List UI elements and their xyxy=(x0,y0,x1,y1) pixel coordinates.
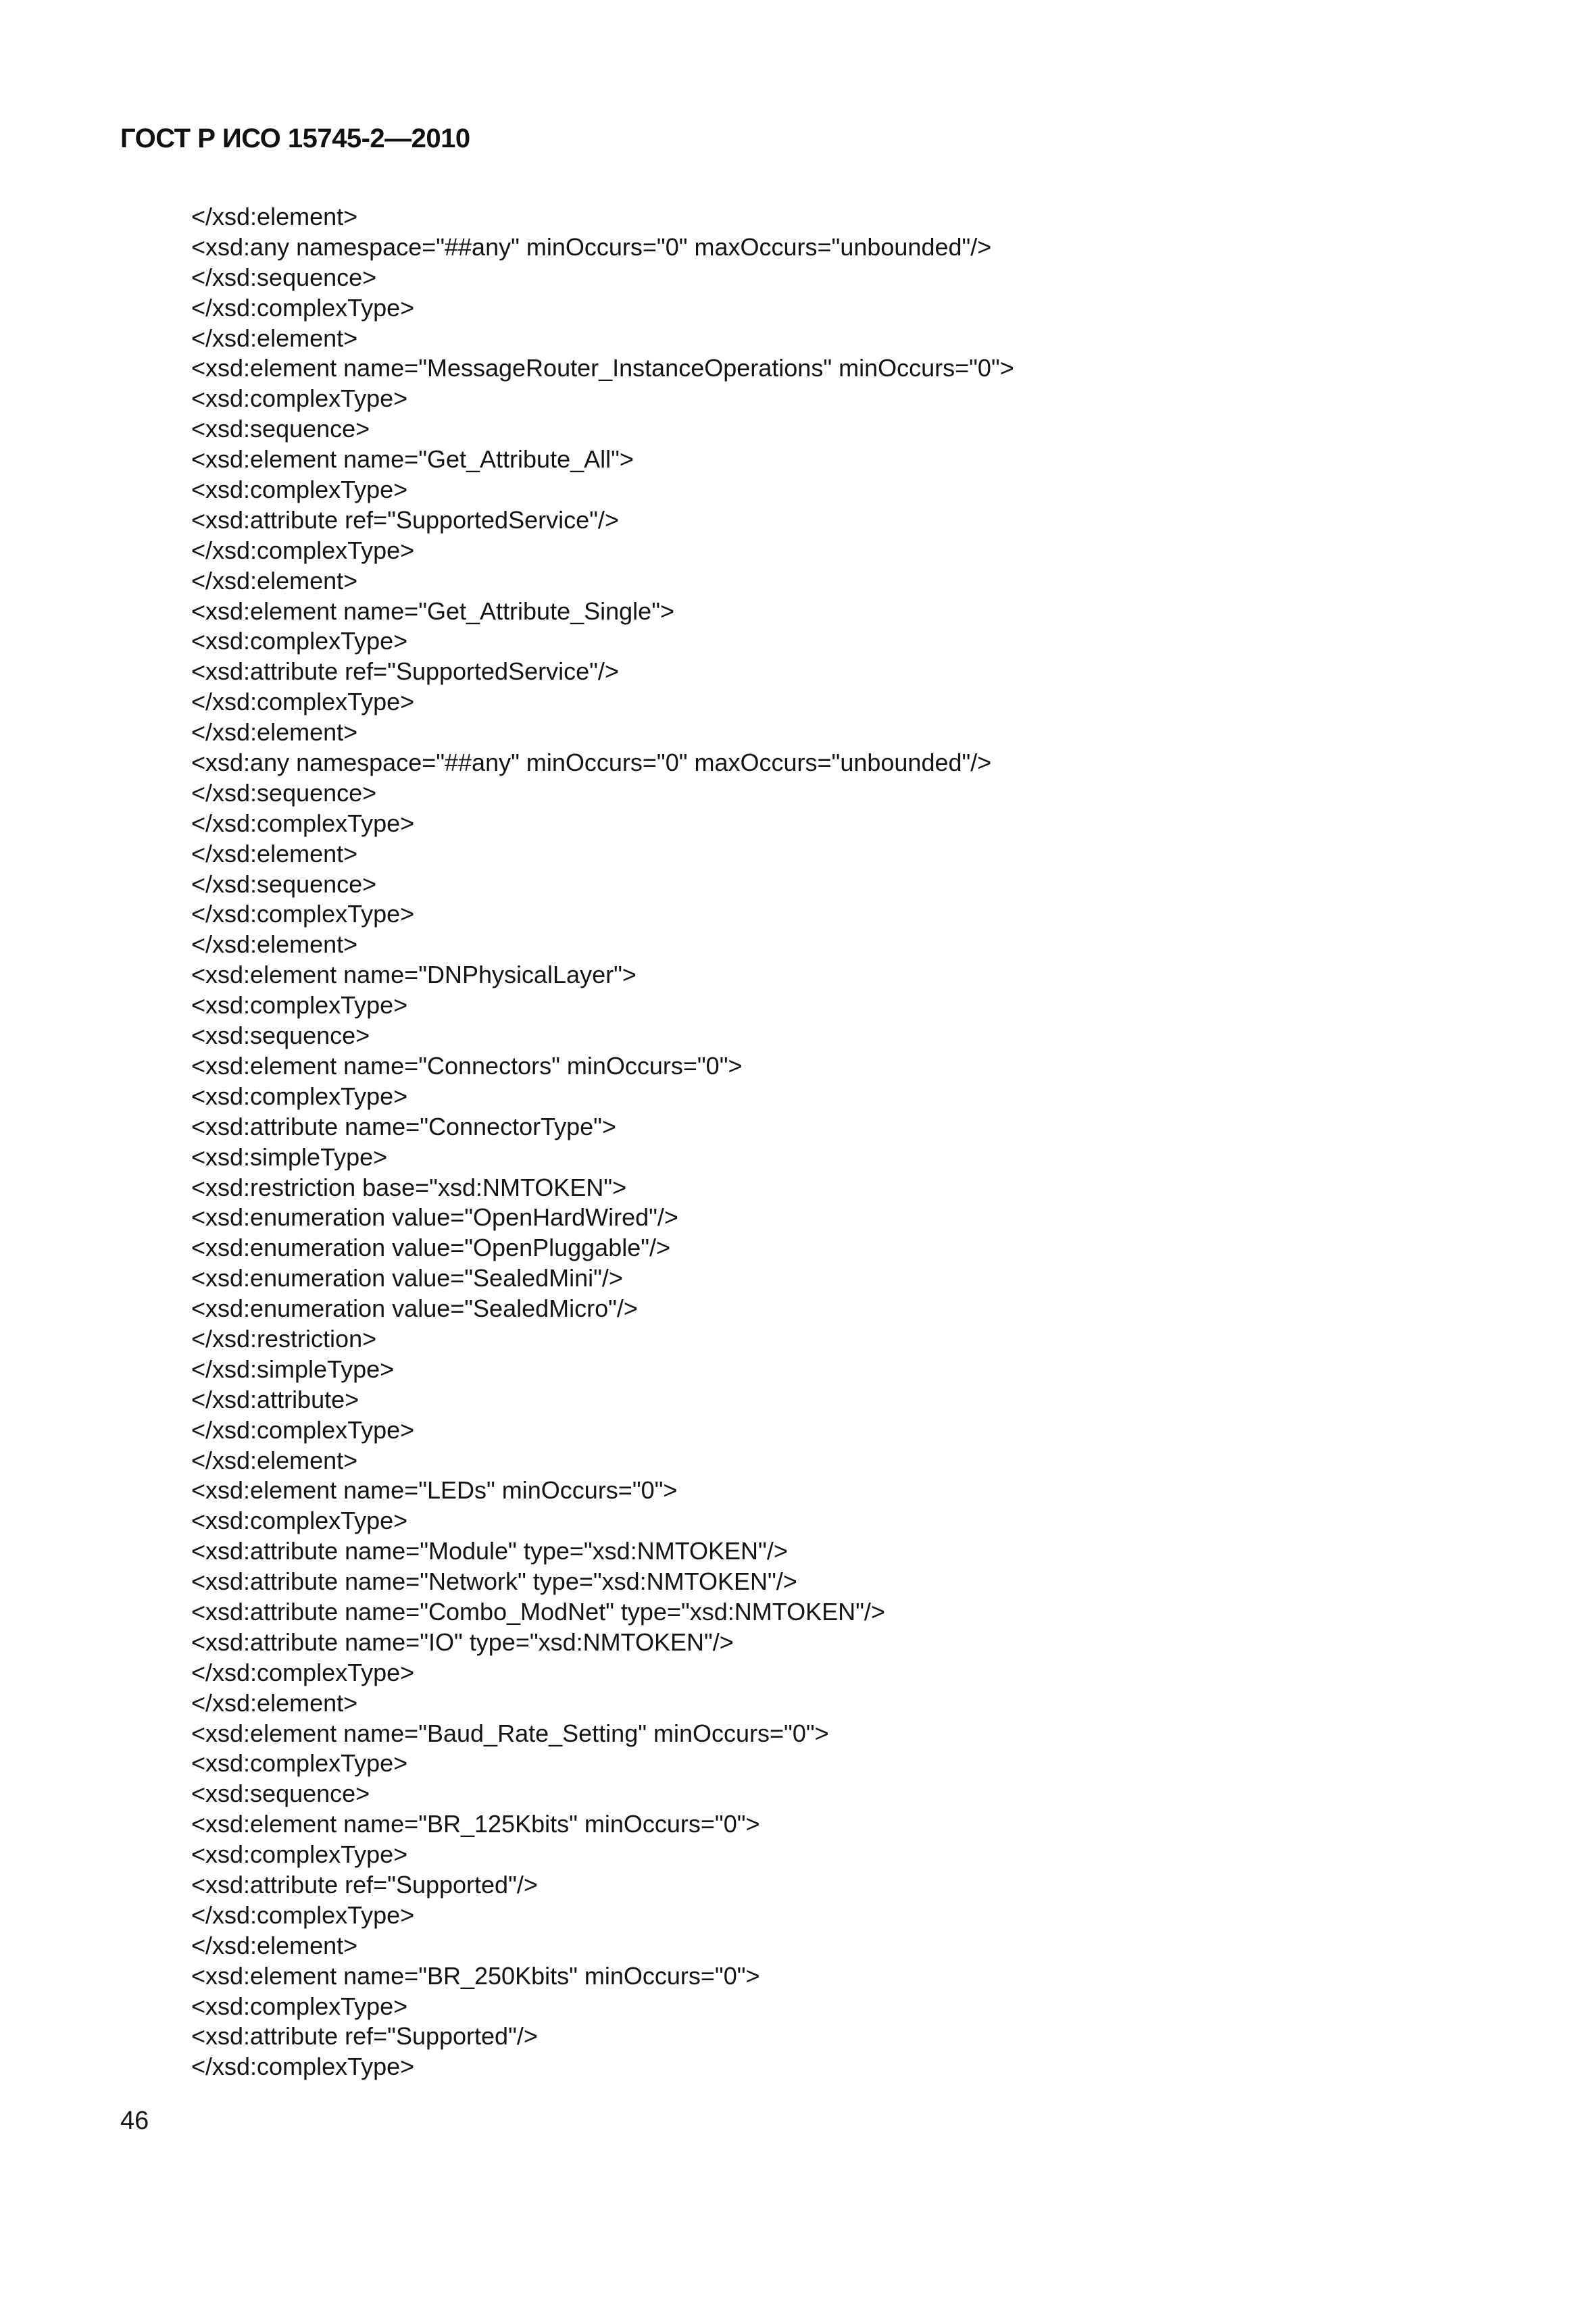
code-line: <xsd:attribute name="ConnectorType"> xyxy=(191,1112,616,1140)
code-line: <xsd:enumeration value="SealedMini"/> xyxy=(191,1264,623,1292)
code-line: </xsd:element> xyxy=(191,930,358,959)
code-line: </xsd:element> xyxy=(191,566,358,595)
code-line: <xsd:complexType> xyxy=(191,1749,408,1778)
code-line: <xsd:enumeration value="SealedMicro"/> xyxy=(191,1294,638,1323)
code-line: </xsd:sequence> xyxy=(191,263,377,291)
code-line: <xsd:complexType> xyxy=(191,476,408,504)
code-line: </xsd:sequence> xyxy=(191,870,377,898)
code-line: <xsd:complexType> xyxy=(191,1082,408,1110)
code-line: </xsd:complexType> xyxy=(191,1415,415,1444)
code-line: <xsd:complexType> xyxy=(191,1840,408,1869)
code-line: </xsd:complexType> xyxy=(191,1658,415,1686)
code-line: <xsd:attribute name="Combo_ModNet" type="xsd:NMTOKEN"/> xyxy=(191,1597,885,1626)
code-line: </xsd:element> xyxy=(191,203,358,230)
code-line: <xsd:complexType> xyxy=(191,1992,408,2020)
code-line: </xsd:restriction> xyxy=(191,1324,377,1353)
code-line: <xsd:element name="Get_Attribute_All"> xyxy=(191,445,634,474)
code-line: </xsd:element> xyxy=(191,1688,358,1717)
code-line: <xsd:complexType> xyxy=(191,991,408,1020)
code-line: <xsd:attribute name="IO" type="xsd:NMTOKEN"/> xyxy=(191,1628,734,1656)
code-line: </xsd:complexType> xyxy=(191,2053,415,2081)
code-line: <xsd:element name="DNPhysicalLayer"> xyxy=(191,961,637,989)
code-line: </xsd:element> xyxy=(191,839,358,867)
code-line: </xsd:element> xyxy=(191,1931,358,1959)
code-line: <xsd:attribute name="Module" type="xsd:NMTOKEN"/> xyxy=(191,1537,788,1565)
code-line: <xsd:complexType> xyxy=(191,384,408,413)
page-header-standard-id: ГОСТ Р ИСО 15745-2—2010 xyxy=(120,124,470,153)
code-line: <xsd:simpleType> xyxy=(191,1142,388,1171)
code-line: <xsd:enumeration value="OpenPluggable"/> xyxy=(191,1234,671,1262)
code-line: </xsd:complexType> xyxy=(191,809,415,837)
code-line: <xsd:complexType> xyxy=(191,627,408,655)
code-line: <xsd:restriction base="xsd:NMTOKEN"> xyxy=(191,1173,627,1201)
code-line: <xsd:element name="MessageRouter_InstanceOperations" minOccurs="0"> xyxy=(191,354,1014,382)
code-line: <xsd:any namespace="##any" minOccurs="0" maxOccurs="unbounded"/> xyxy=(191,232,992,261)
code-line: </xsd:element> xyxy=(191,1446,358,1474)
code-line: <xsd:attribute ref="SupportedService"/> xyxy=(191,657,619,686)
code-line: <xsd:attribute ref="Supported"/> xyxy=(191,1870,538,1898)
code-line: <xsd:attribute ref="Supported"/> xyxy=(191,2022,538,2051)
code-line: </xsd:simpleType> xyxy=(191,1355,395,1383)
code-line: <xsd:sequence> xyxy=(191,1780,370,1808)
code-line: </xsd:complexType> xyxy=(191,536,415,564)
code-line: <xsd:element name="BR_250Kbits" minOccurs="0"> xyxy=(191,1961,760,1990)
code-line: <xsd:enumeration value="OpenHardWired"/> xyxy=(191,1203,678,1232)
code-line: <xsd:element name="Connectors" minOccurs="0"> xyxy=(191,1051,743,1080)
xsd-code-listing xyxy=(191,202,1475,2082)
code-line: <xsd:any namespace="##any" minOccurs="0" maxOccurs="unbounded"/> xyxy=(191,749,992,777)
code-line: </xsd:complexType> xyxy=(191,293,415,322)
code-line: <xsd:sequence> xyxy=(191,415,370,443)
code-line: </xsd:sequence> xyxy=(191,778,377,807)
code-line: </xsd:complexType> xyxy=(191,900,415,928)
code-line: <xsd:element name="Baud_Rate_Setting" minOccurs="0"> xyxy=(191,1719,829,1747)
code-line: <xsd:complexType> xyxy=(191,1507,408,1535)
code-line: <xsd:element name="Get_Attribute_Single"> xyxy=(191,597,674,625)
page-number: 46 xyxy=(120,2107,149,2135)
code-line: <xsd:attribute name="Network" type="xsd:NMTOKEN"/> xyxy=(191,1567,797,1596)
code-line: <xsd:attribute ref="SupportedService"/> xyxy=(191,505,619,534)
code-line: <xsd:sequence> xyxy=(191,1022,370,1050)
code-line: <xsd:element name="BR_125Kbits" minOccurs="0"> xyxy=(191,1810,760,1838)
code-line: </xsd:element> xyxy=(191,324,358,352)
code-line: </xsd:attribute> xyxy=(191,1385,359,1413)
code-line: <xsd:element name="LEDs" minOccurs="0"> xyxy=(191,1476,678,1505)
code-line: </xsd:complexType> xyxy=(191,688,415,716)
code-line: </xsd:complexType> xyxy=(191,1901,415,1929)
code-line: </xsd:element> xyxy=(191,718,358,747)
